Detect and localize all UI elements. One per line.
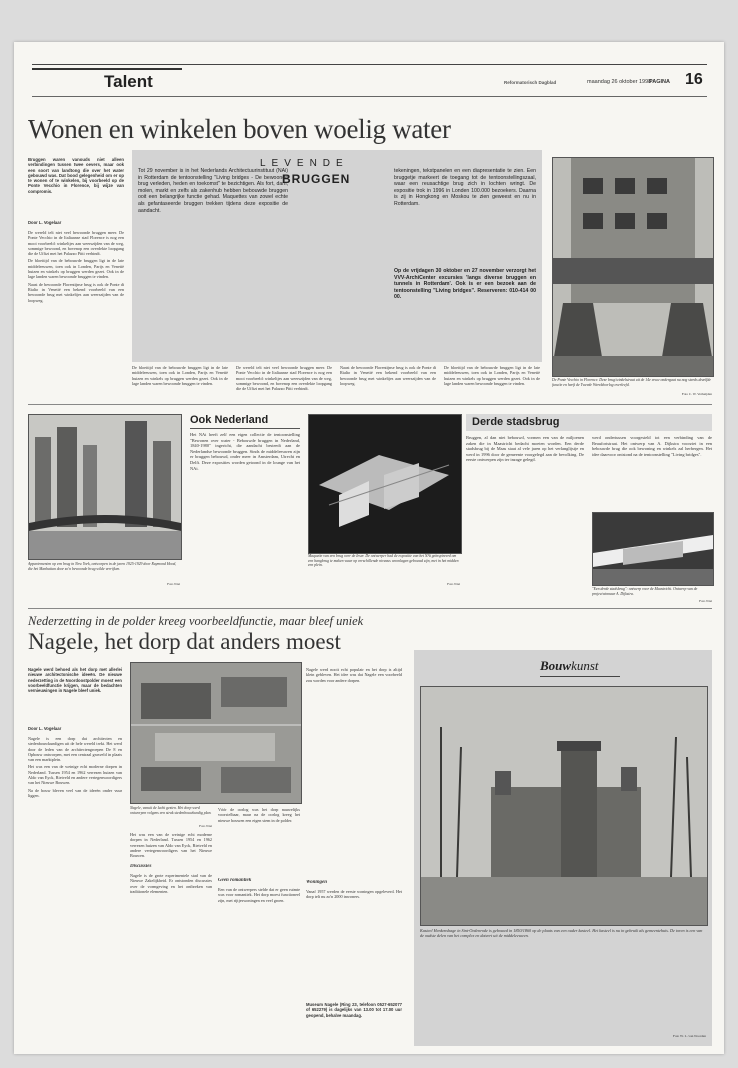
nagele-credit: Foto NAi — [199, 824, 212, 828]
box-kicker: LEVENDE — [260, 158, 349, 169]
article-body-col2: De bloeitijd van de bebouwde bruggen ligt in de late middeleeuwen, toen ook in Londen, Parijs en Venetië huizen en winkels op bruggen werden gezet. Ook in de lage landen waren bewoonde bruggen te vinden. — [132, 365, 228, 386]
ponte-vecchio-illustration — [553, 158, 713, 376]
photo-maquette — [308, 414, 462, 554]
article2-col1 — [28, 736, 122, 1041]
kasteel-caption: Kasteel Henkenshage in Sint-Oedenrode is gebouwd in 1850/1860 op de plaats van een ouder kasteel. Het kasteel is nu in gebruik als gemeentehuis. De toren is een van de oudste delen van het complex en dateert uit de middeleeuwen. — [420, 928, 703, 939]
bouwkunst-box — [414, 650, 712, 1046]
paragraph: De wereld telt niet veel bewoonde bruggen meer. De Ponte Vecchio in de Italiaanse stad Florence is nog een mooi voorbeeld: winkeltjes aan weerszijden van de weg, sommige bewoond, en bovenop een overdekte loopgang die de Uffizi met het Palazzo Pitti verbindt. — [28, 230, 124, 257]
kasteel-credit: Foto W. L. van Noorden — [673, 1034, 706, 1038]
nagele-caption: Nagele, vanuit de lucht gezien. Het dorp werd ontworpen volgens een strak stedenbouwkundig plan. — [130, 806, 212, 815]
photo-stadsbrug — [592, 512, 714, 586]
newspaper-page — [14, 42, 724, 1054]
ook-nederland-body: Het NAi heeft zelf een eigen collectie de tentoonstelling "Bewonen over water - Bebouwde bruggen in Nederland, 1840-1980" ingericht, die aandacht besteedt aan de Nederlandse bewoonde bruggen. Sinds de middeleeuwen zijn er bruggen bebouwd, onder meer in Amsterdam, Utrecht en Delft. Deze exposities worden getoond in de lounge van het NAi. — [190, 432, 300, 471]
page-date: maandag 26 oktober 1998 — [587, 79, 652, 85]
paragraph: Nagele is een dorp dat architecten en stedenbouwkundigen uit de hele wereld trekt. Het werd door de leden van de architectengroepen De 8 en Opbouw ontworpen, met een centraal grasveld in plaats van een marktplein. — [28, 736, 122, 763]
paragraph: De bloeitijd van de bebouwde bruggen ligt in de late middeleeuwen, toen ook in Londen, Parijs en Venetië huizen en winkels op bruggen werden gezet. Ook in de lage landen waren bewoonde bruggen te vinden. — [28, 258, 124, 280]
derde-stadsbrug-title: Derde stadsbrug — [472, 416, 560, 428]
subhead-woningen: Woningen — [306, 880, 328, 885]
photo-nagele — [130, 662, 302, 804]
photo-ponte-vecchio — [552, 157, 714, 377]
article2-kicker: Nederzetting in de polder kreeg voorbeeldfunctie, maar bleef uniek — [28, 614, 364, 628]
ny-credit: Foto NAi — [167, 582, 180, 586]
divider — [28, 404, 712, 405]
article2-col2b: Nagele is de grote experimentele stad van de Nieuwe Zakelijkheid. Er ontstonden discussies over de vormgeving en het ontbreken van traditionele elementen. — [130, 873, 212, 894]
derde-stadsbrug-col2: werd ondertussen voorgesteld tot een verbinding van de Beaufortstraat. Het ontwerp van A. Dijkstra voorziet in een bebouwde brug die ook bewoning en winkels zal herbergen. Het idee daarvoor ontstond na de tentoonstelling "Living bridges". — [592, 435, 712, 457]
divider — [28, 608, 712, 609]
page-label: PAGINA — [649, 79, 670, 85]
levende-bruggen-box — [132, 150, 542, 362]
maquette-caption: Maquette van een brug over de Ieser. De ontwerper had de expositie van het NAi geïnspireerd om een hangbrug te maken waar op verschillende niveaus woonlagen gebouwd zijn, met in het midden een plein. — [308, 554, 459, 568]
subhead-discussies: Discussies — [130, 864, 152, 869]
article-body-col4: Naast de bewoonde Florentijnse brug is ook de Ponte di Rialto in Venetië een bekend voorbeeld van een bewoonde brug met winkeltjes aan weerszijden van de loopweg. — [340, 365, 436, 386]
page-number: 16 — [685, 71, 703, 88]
ny-caption: Appartementen op een brug in New York, ontworpen in de jaren 1925-1929 door Raymond Hood, die het Manhattan door zo'n bewoonde brug wilde verrijken. — [28, 562, 177, 571]
article-intro: Bruggen waren vanouds niet alleen verbindingen tussen twee oevers, maar ook een soort van landtong die over het water gebouwd was. Dat bood gelegenheid om er op te wonen of te winkelen, bij voorbeeld op de Ponte Vecchio in Florence, bij wijze van compromis. — [28, 157, 124, 194]
photo-kasteel — [420, 686, 708, 926]
article-body-col3: De wereld telt niet veel bewoonde bruggen meer. De Ponte Vecchio in de Italiaanse stad Florence is nog een mooi voorbeeld: winkeltjes aan weerszijden van de weg, sommige bewoond, en bovenop een overdekte loopgang die de Uffizi met het Palazzo Pitti verbindt. — [236, 365, 332, 392]
article2-intro: Nagele werd behoed als het dorp met allerlei nieuwe architectonische ideeën. De nieuwe nederzetting in de Noordoostpolder moest een voorbeeldfunctie krijgen, maar de bedachten vernieuwingen in Nagele bleef uniek. — [28, 667, 122, 694]
bouwkunst-title-a: Bouw — [540, 658, 572, 673]
maquette-credit: Foto NAi — [447, 582, 460, 586]
article2-headline: Nagele, het dorp dat anders moest — [28, 629, 341, 654]
stadsbrug-illustration — [593, 513, 713, 585]
box-offer: Op de vrijdagen 30 oktober en 27 november verzorgt het VVV-ArchiCenter excursies 'langs diverse bruggen en tunnels in Rotterdam'. Ook is er een bezoek aan de tentoonstelling "Living bridges". Reserveren: 010-414 00 00. — [394, 268, 536, 301]
ook-nederland-title: Ook Nederland — [190, 414, 269, 426]
article-headline: Wonen en winkelen boven woelig water — [28, 114, 451, 144]
paragraph: Het was een van de weinige echt moderne dorpen in Nederland. Tussen 1954 en 1962 verrezen huizen van Aldo van Eyck, Rietveld en andere vertegenwoordigers van het Nieuwe Bouwen. — [28, 764, 122, 786]
title-rule — [540, 676, 620, 677]
new-york-illustration — [29, 415, 181, 559]
title-rule — [190, 428, 300, 429]
maquette-illustration — [309, 415, 461, 553]
florence-credit: Foto C. W. Verheijden — [681, 392, 712, 396]
box-col2: tekeningen, tekstpanelen en een diapresentatie te zien. Een bruggetje markeert de toegang tot de tentoonstellingszaal, waar een reusachtige brug zich in lochten wringt. De expositie trok in 1996 in Londen 100.000 bezoekers. Daarna is zij in Hongkong en Moskou te zien geweest en nu in Rotterdam. — [394, 168, 536, 207]
stadsbrug-credit: Foto NAi — [699, 599, 712, 603]
paragraph: Naast de bewoonde Florentijnse brug is ook de Ponte di Rialto in Venetië een bekend voorbeeld van een bewoonde brug met winkeltjes aan weerszijden van de loopweg. — [28, 281, 124, 303]
section-title: Talent — [104, 72, 153, 91]
derde-stadsbrug-col1: Bruggen, al dan niet bebouwd, vormen een van de miljoenen zaken die in Maastricht bedacht moeten worden. Een derde stadsbrug bij de Maas staat al vele jaren op het verlanglijstje en werd in 1996 door de gemeente voorgelegd aan de bevolking. De eerste ontwerpen zijn ter inzage gelegd. — [466, 435, 584, 463]
article2-col3a: Vóór de oorlog was het dorp nauwelijks voorstelbaar, maar na de oorlog kreeg het nieuwe bouwen een eigen stem in de polder. — [218, 807, 300, 823]
florence-caption: De Ponte Vecchio in Florence. Deze brug/winkelstraat uit de 14e eeuw ondergaat nu nog steeds dezelfde functie en heeft de Tweede Wereldoorlog overleefd. — [552, 378, 711, 387]
article-body-col5: De bloeitijd van de bebouwde bruggen ligt in de late middeleeuwen, toen ook in Londen, Parijs en Venetië huizen en winkels op bruggen werden gezet. Ook in de lage landen waren bewoonde bruggen te vinden. — [444, 365, 540, 386]
bouwkunst-title — [540, 658, 599, 674]
article2-col4: Nagele werd nooit echt populair en het dorp is altijd klein gebleven. Het idee was dat Nagele een voorbeeld zou worden voor andere dorpen. — [306, 667, 402, 683]
stadsbrug-caption: "Een derde stadsbrug": ontwerp voor de Maastricht. Ontwerp van de projectwinnaar A. Dijkstra. — [592, 587, 698, 596]
subhead-geen-romantiek: Geen romantiek — [218, 878, 252, 883]
header-underline — [32, 96, 707, 97]
byline: Door L. Vogelaar — [28, 220, 62, 225]
bouwkunst-title-b: kunst — [571, 658, 599, 673]
paper-name: Reformatorisch Dagblad — [504, 80, 557, 85]
article-body-col1 — [28, 230, 124, 380]
photo-new-york — [28, 414, 182, 560]
museum-info: Museum Nagele (Ring 23, telefoon 0527-652077 of 652279) is dagelijks van 13.00 tot 17.00 uur geopend, behalve maandag. — [306, 1002, 402, 1018]
paragraph: Na de bouw bleven veel van de ideeën onder vuur liggen. — [28, 787, 122, 798]
header-rule — [32, 64, 707, 65]
article2-col2a: Het was een van de weinige echt moderne dorpen in Nederland. Tussen 1954 en 1962 verrezen huizen van Aldo van Eyck, Rietveld en andere vertegenwoordigers van het Nieuwe Bouwen. — [130, 832, 212, 859]
article2-col4b: Vanaf 1957 werden de eerste woningen opgeleverd. Het dorp telt nu zo'n 2000 inwoners. — [306, 889, 402, 900]
box-col1: Tot 29 november is in het Nederlands Architectuurinstituut (NAi) in Rotterdam de tentoonstelling "Living bridges - De bewoonde brug verleden, heden en toekomst" te bezichtigen. Als fort, dam, molen, markt en zelfs als zakenhub hebben bebouwde bruggen ooit een belangrijke functie gehad. Maquettes van zowel echte als gefantaseerde bruggen trekken tijdens deze expositie de aandacht. — [138, 168, 288, 214]
nagele-aerial-illustration — [131, 663, 301, 803]
section-tab — [32, 68, 182, 96]
article2-col3b: Een van de ontwerpers stelde dat er geen ruimte was voor romantiek. Het dorp moest functioneel zijn, met rijtjeswoningen en veel groen. — [218, 887, 300, 903]
box-title: BRUGGEN — [282, 172, 351, 186]
kasteel-illustration — [421, 687, 707, 925]
derde-stadsbrug-header — [466, 414, 712, 431]
article2-byline: Door L. Vogelaar — [28, 726, 62, 731]
